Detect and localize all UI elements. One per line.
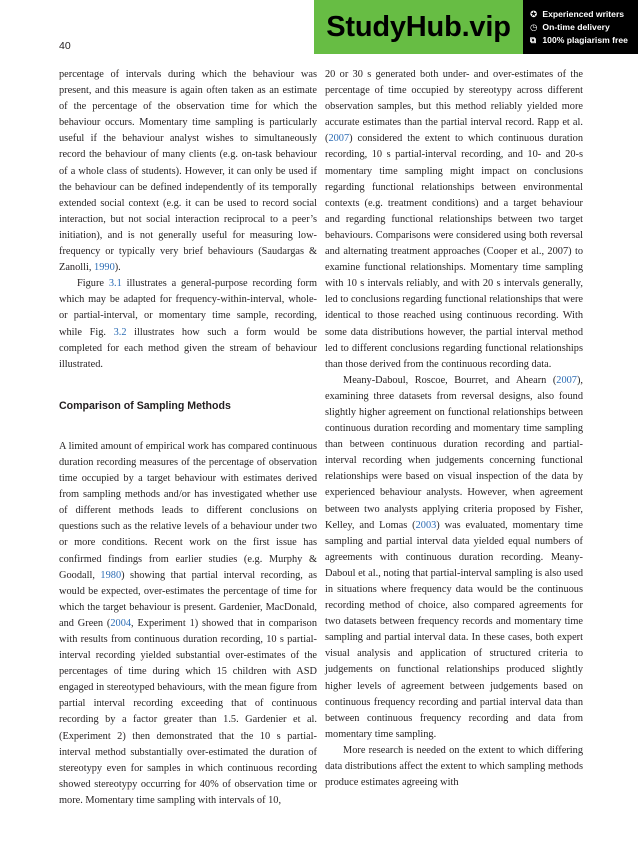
- paragraph: [325, 373, 583, 743]
- banner-feature-text: Experienced writers: [542, 8, 625, 19]
- citation-link[interactable]: 2007: [328, 133, 350, 145]
- banner-feature: [530, 22, 628, 33]
- paragraph-text: , Experiment 1) showed that in comparison with results from continuous duration recording, 10 s partial-interval recording yielded substantial over-estimates of the percentages of time during which 15 children with ASD engaged in stereotyped behaviours, with the mean figure from partial interval recording exceeding that of continuous recording by a factor greater than 1.5. Gardenier et al. (Experiment 2) then demonstrated that the 10 s partial-interval method substantially over-estimated the duration of stereotypy even for samples in which continuous recording showed stereotypy occurring for 40% of observation time or more. Momentary time sampling with intervals of 10,: [59, 617, 317, 806]
- left-column: [59, 67, 317, 809]
- paragraph-text: More research is needed on the extent to which differing data distributions affect the extent to which sampling methods produce estimates agreeing with: [325, 744, 583, 789]
- clock-icon: ◷: [530, 21, 538, 32]
- paragraph-text: ) considered the extent to which continuous duration recording, 10 s partial-interval recording, and 10- and 20-s momentary time sampling might impact on conclusions regarding functional relationships between environmental contexts (e.g. treatment conditions) and a target behaviour and regarding functional relationships between two target behaviours. Comparisons were considered using both reversal and alternating treatment approaches (Cooper et al., 2007) to examine functional relationships. Momentary time sampling with 10 s intervals reliably, and with 20 s intervals generally, led to conclusions regarding functional relationships that were identical to those reached using continuous recording. With some data distributions however, the partial interval method led to different conclusions regarding functional relationships than those derived from the continuous recording data.: [325, 133, 583, 370]
- paragraph-text: percentage of intervals during which the behaviour was present, and this measure is again often taken as an estimate of the percentage of the observation time for which the behaviour occurs. Momentary time sampling is particularly useful if the behaviour analyst wishes to simultaneously record the behaviour of many clients (e.g. on-task behaviour of a whole class of students). However, it can only be used if the behaviour can be defined independently of its temporally extended social context (e.g. it can be used to record social interaction, but not social interaction reciprocal to a peer’s initiation), and is not generally useful for measuring low-frequency or typically very brief behaviours (Saudargas & Zanolli,: [59, 69, 317, 274]
- figure-link[interactable]: 3.1: [108, 278, 122, 290]
- page-number: 40: [59, 40, 71, 52]
- paragraph: [325, 67, 583, 373]
- studyhub-logo[interactable]: StudyHub.vip: [314, 0, 523, 54]
- paragraph-text: illustrates how such a form would be completed for each method given the stream of behaviour illustrated.: [59, 326, 317, 370]
- citation-link[interactable]: 2007: [556, 374, 577, 386]
- paragraph-text: ), examining three datasets from reversal designs, also found slightly higher agreement on functional relationships between continuous duration recording and momentary time sampling than between continuous duration recording and partial-interval recording when judgements concerning functional relationships were based on visual inspection of the data by experienced behaviour analysts. However, when agreement between two analysts applying criteria proposed by Fisher, Kelley, and Lomas (: [325, 374, 583, 531]
- banner-feature-text: 100% plagiarism free: [542, 34, 628, 45]
- banner-feature-text: On-time delivery: [542, 21, 610, 32]
- paragraph-text: ).: [114, 262, 121, 274]
- paragraph-text: 20 or 30 s generated both under- and over-estimates of the percentage of time occupied by stereotypy across different observation samples, but this method reliably yielded more accurate estimates than the partial interval record. Rapp et al. (: [325, 69, 583, 145]
- citation-link[interactable]: 2003: [415, 519, 437, 531]
- paragraph-text: A limited amount of empirical work has compared continuous duration recording measures of the percentage of observation time occupied by a target behaviour with estimates derived from sampling methods and/or has investigated whether use of different methods leads to different conclusions on questions such as the relative levels of a behaviour under two or more conditions. Recent work on the first issue has confirmed findings from earlier studies (e.g. Murphy & Goodall,: [59, 440, 317, 581]
- banner-feature: [530, 9, 628, 20]
- paragraph: [59, 276, 317, 373]
- section-heading: Comparison of Sampling Methods: [59, 399, 231, 412]
- citation-link[interactable]: 2004: [110, 617, 132, 629]
- paragraph: [325, 743, 583, 791]
- banner-feature-list: [523, 9, 628, 46]
- paragraph: [59, 439, 317, 809]
- figure-link[interactable]: 3.2: [113, 326, 127, 338]
- right-column: [325, 67, 583, 791]
- plagiarism-icon: ⧉: [530, 34, 537, 45]
- paragraph-text: ) was evaluated, momentary time sampling and partial interval data yielded equal numbers of agreements with continuous duration recording. Meany-Daboul et al., noting that partial-interval sampling is also used in situations where frequency data would be the continuous recording method of choice, also compared agreements for two datasets between frequency records and momentary time sampling and partial interval data. In these cases, both expert visual analysis and application of structured criteria to judgements on functional relationships produced slightly higher levels of agreement between judgements based on continuous frequency recording and partial interval data than between continuous frequency recording and data from momentary time sampling.: [325, 519, 583, 740]
- paragraph-text: Figure: [77, 278, 109, 290]
- studyhub-ad-banner[interactable]: [314, 0, 638, 54]
- citation-link[interactable]: 1990: [94, 262, 115, 274]
- paragraph-text: ) showing that partial interval recording, as would be expected, over-estimates the percentage of time for which the target behaviour is present. Gardenier, MacDonald, and Green (: [59, 569, 318, 629]
- citation-link[interactable]: 1980: [100, 569, 122, 581]
- paragraph-text: Meany-Daboul, Roscoe, Bourret, and Ahearn (: [343, 374, 557, 386]
- paragraph: [59, 67, 317, 276]
- paragraph-text: illustrates a general-purpose recording form which may be adapted for frequency-within-interval, whole- or partial-interval, or momentary time sample, recording, while Fig.: [59, 278, 318, 338]
- banner-feature: [530, 35, 628, 46]
- gear-icon: ✪: [530, 8, 538, 19]
